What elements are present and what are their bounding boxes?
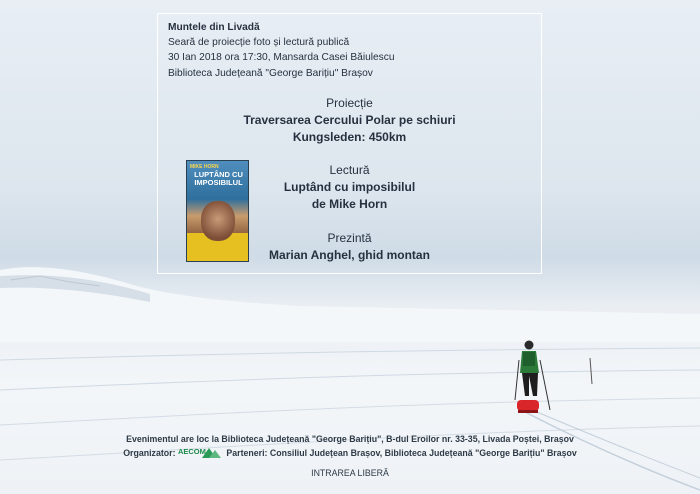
reading-section [157,162,542,213]
projection-subtitle: Kungsleden: 450km [292,130,407,144]
event-subtitle: Seară de proiecție foto și lectură publică [168,37,350,49]
event-title: Muntele din Livadă [168,22,260,33]
free-entry-text: INTRAREA LIBERĂ [311,468,389,478]
footer-location [0,434,700,444]
event-datetime: 30 Ian 2018 ora 17:30, Mansarda Casei Băiulescu [168,52,395,64]
location-text: Evenimentul are loc la Biblioteca Județeană "George Barițiu", B-dul Eroilor nr. 33-35, Livada Poștei, Brașov [126,434,574,444]
skier-figure [506,338,558,418]
footer-entry [0,468,700,478]
presenter-section [157,230,542,264]
projection-label: Proiecție [326,96,373,110]
event-header [168,20,395,81]
footer-organizers [0,447,700,460]
aecom-logo: AECOM [178,447,224,460]
presenter-name: Marian Anghel, ghid montan [269,248,430,262]
partners-text: Parteneri: Consiliul Județean Brașov, Biblioteca Județeană "George Barițiu" Brașov [226,447,577,458]
reading-title: Luptând cu imposibilul [283,180,416,194]
reading-author: de Mike Horn [311,197,388,211]
event-venue: Biblioteca Județeană "George Barițiu" Brașov [168,67,373,79]
organizer-label: Organizator: [123,447,176,458]
book-author: MIKE HORN [190,164,219,170]
reading-label: Lectură [329,163,370,177]
book-title: LUPTÂND CU IMPOSIBILUL [194,170,243,187]
projection-title: Traversarea Cercului Polar pe schiuri [243,113,456,127]
projection-section [157,95,542,146]
presenter-label: Prezintă [327,231,372,245]
